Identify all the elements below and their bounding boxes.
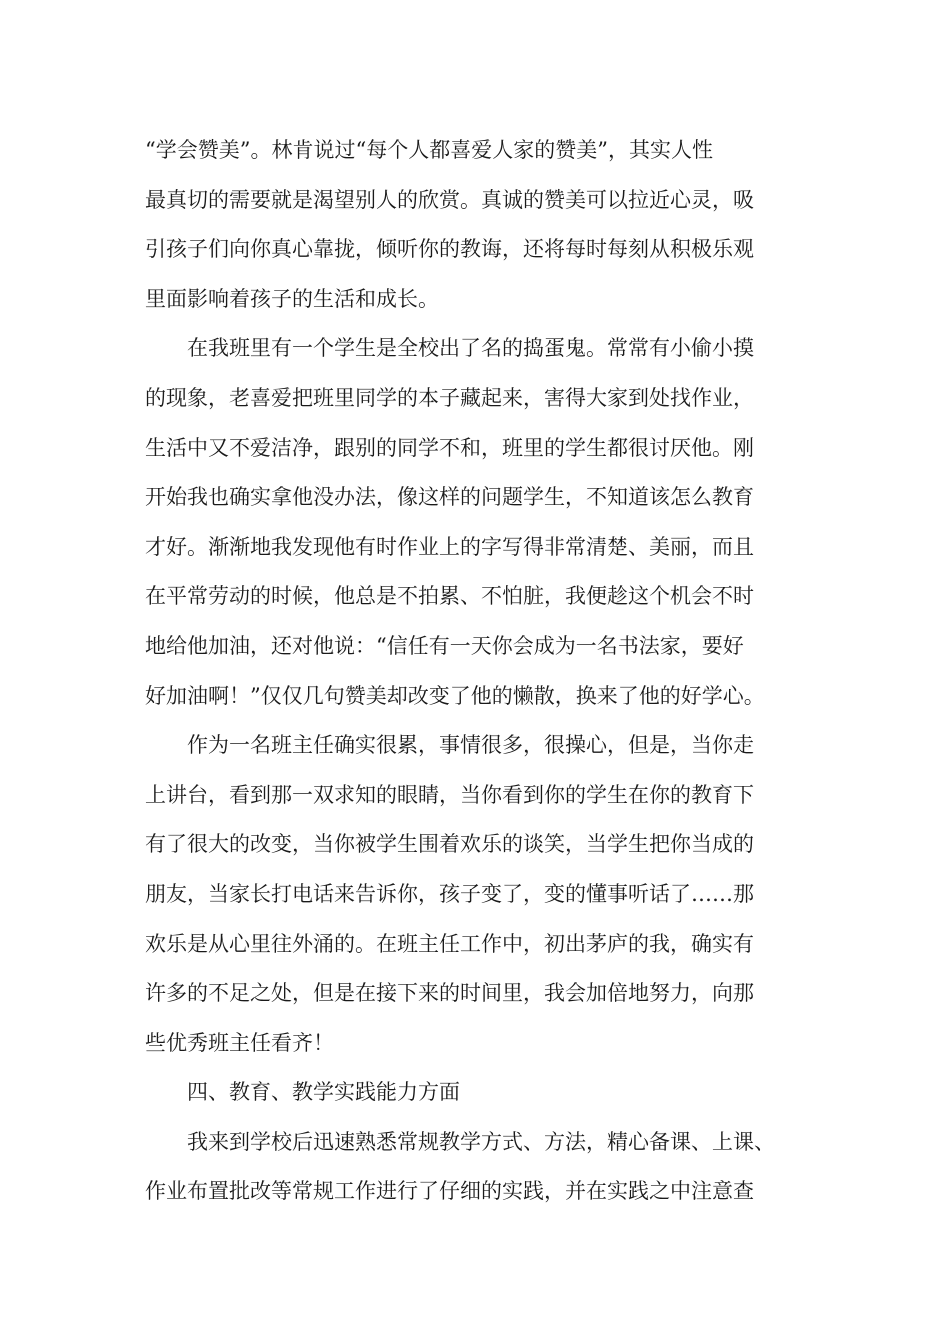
text-line: 生活中又不爱洁净，跟别的同学不和，班里的学生都很讨厌他。刚 bbox=[145, 435, 754, 460]
text-line: 好加油啊！”仅仅几句赞美却改变了他的懒散，换来了他的好学心。 bbox=[145, 683, 765, 708]
text-line: 引孩子们向你真心靠拢，倾听你的教诲，还将每时每刻从积极乐观 bbox=[145, 237, 754, 262]
text-line: 作为一名班主任确实很累，事情很多，很操心，但是，当你走 bbox=[187, 733, 754, 758]
text-line: 开始我也确实拿他没办法，像这样的问题学生，不知道该怎么教育 bbox=[145, 485, 754, 510]
paragraph-troublemaker bbox=[145, 324, 825, 721]
text-line: “学会赞美”。林肯说过“每个人都喜爱人家的赞美”，其实人性 bbox=[145, 138, 713, 162]
text-line: 的现象，老喜爱把班里同学的本子藏起来，害得大家到处找作业， bbox=[145, 385, 754, 410]
text-line: 些优秀班主任看齐！ bbox=[145, 1030, 334, 1055]
text-line: 才好。渐渐地我发现他有时作业上的字写得非常清楚、美丽，而且 bbox=[145, 534, 754, 559]
text-line: 我来到学校后迅速熟悉常规教学方式、方法，精心备课、上课、 bbox=[187, 1129, 775, 1154]
document-body bbox=[145, 126, 825, 1217]
text-line: 许多的不足之处，但是在接下来的时间里，我会加倍地努力，向那 bbox=[145, 981, 754, 1006]
text-line: 欢乐是从心里往外涌的。在班主任工作中，初出茅庐的我，确实有 bbox=[145, 931, 754, 956]
text-line: 在平常劳动的时候，他总是不拍累、不怕脏，我便趁这个机会不时 bbox=[145, 584, 754, 609]
paragraph-head-teacher bbox=[145, 721, 825, 1068]
text-line: 作业布置批改等常规工作进行了仔细的实践，并在实践之中注意查 bbox=[145, 1179, 754, 1204]
text-line: 在我班里有一个学生是全校出了名的捣蛋鬼。常常有小偷小摸 bbox=[187, 336, 754, 361]
section-heading-four bbox=[145, 1068, 825, 1118]
text-line: 最真切的需要就是渴望别人的欣赏。真诚的赞美可以拉近心灵，吸 bbox=[145, 187, 754, 212]
paragraph-praise bbox=[145, 126, 825, 324]
paragraph-teaching-practice bbox=[145, 1118, 825, 1217]
text-line: 朋友，当家长打电话来告诉你，孩子变了，变的懂事听话了……那 bbox=[145, 881, 754, 906]
text-line: 四、教育、教学实践能力方面 bbox=[187, 1080, 460, 1105]
text-line: 上讲台，看到那一双求知的眼睛，当你看到你的学生在你的教育下 bbox=[145, 782, 754, 807]
text-line: 有了很大的改变，当你被学生围着欢乐的谈笑，当学生把你当成的 bbox=[145, 832, 754, 857]
text-line: 里面影响着孩子的生活和成长。 bbox=[145, 286, 439, 311]
text-line: 地给他加油，还对他说：“信任有一天你会成为一名书法家，要好 bbox=[145, 633, 744, 658]
